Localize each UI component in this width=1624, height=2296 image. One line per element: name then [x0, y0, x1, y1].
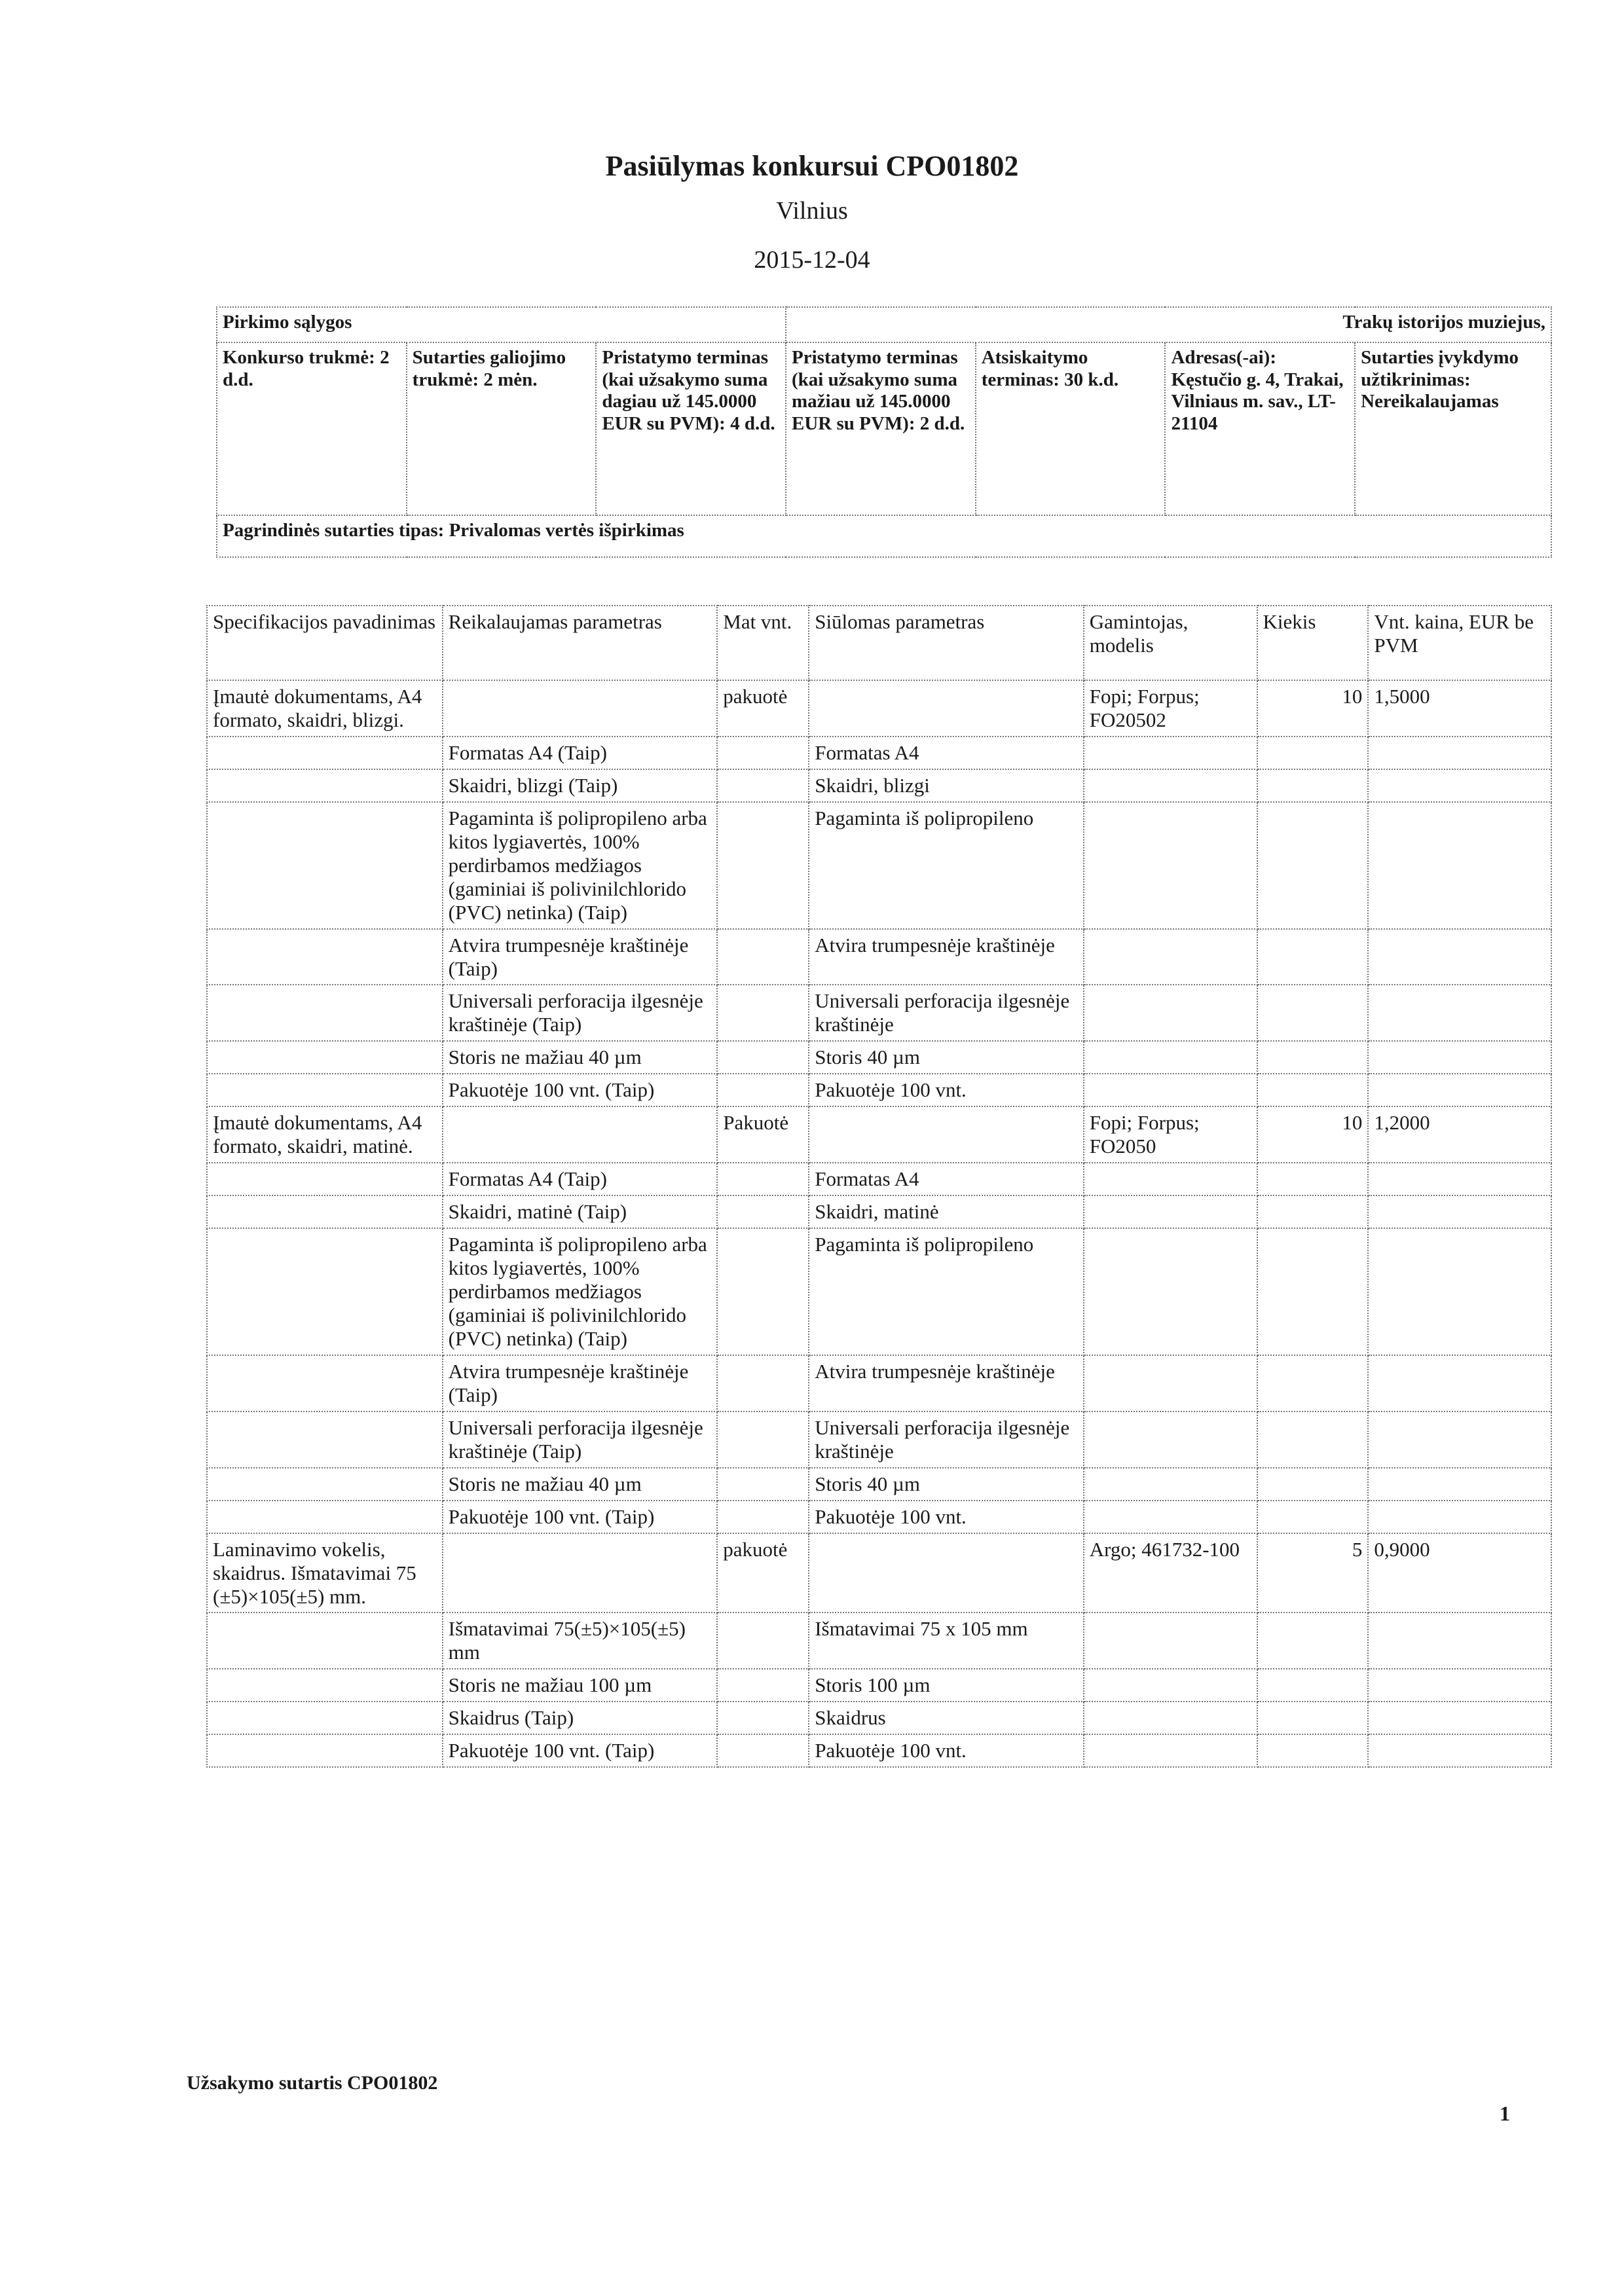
- manufacturer-cell: [1084, 1228, 1257, 1355]
- manufacturer-cell: Fopi; Forpus; FO2050: [1084, 1106, 1257, 1163]
- manufacturer-cell: [1084, 737, 1257, 769]
- required-param-cell: Pakuotėje 100 vnt. (Taip): [443, 1074, 718, 1106]
- table-row: [207, 1355, 1551, 1412]
- required-param-cell: Storis ne mažiau 40 µm: [443, 1468, 718, 1501]
- unit-price-cell: [1368, 1412, 1551, 1468]
- contract-type: Pagrindinės sutarties tipas: Privalomas vertės išpirkimas: [217, 515, 1551, 557]
- manufacturer-cell: [1084, 1734, 1257, 1767]
- quantity-cell: [1257, 929, 1369, 985]
- unit-price-cell: [1368, 1355, 1551, 1412]
- condition-cell: Sutarties galiojimo trukmė: 2 mėn.: [407, 342, 597, 515]
- spec-name-cell: [207, 1163, 443, 1195]
- table-row: [207, 802, 1551, 929]
- manufacturer-cell: [1084, 802, 1257, 929]
- unit-price-cell: [1368, 1074, 1551, 1106]
- unit-cell: pakuotė: [717, 1533, 809, 1613]
- quantity-cell: [1257, 737, 1369, 769]
- condition-cell: Pristatymo terminas (kai užsakymo suma dagiau už 145.0000 EUR su PVM): 4 d.d.: [596, 342, 786, 515]
- spec-name-cell: [207, 985, 443, 1041]
- offered-param-cell: Formatas A4: [809, 737, 1084, 769]
- required-param-cell: Atvira trumpesnėje kraštinėje (Taip): [443, 929, 718, 985]
- column-header: Mat vnt.: [717, 606, 809, 680]
- quantity-cell: [1257, 1412, 1369, 1468]
- manufacturer-cell: [1084, 1041, 1257, 1074]
- required-param-cell: Atvira trumpesnėje kraštinėje (Taip): [443, 1355, 718, 1412]
- spec-name-cell: Laminavimo vokelis, skaidrus. Išmatavimai 75 (±5)×105(±5) mm.: [207, 1533, 443, 1613]
- offered-param-cell: Atvira trumpesnėje kraštinėje: [809, 929, 1084, 985]
- table-row: [207, 1163, 1551, 1195]
- unit-price-cell: [1368, 802, 1551, 929]
- spec-name-cell: [207, 1501, 443, 1533]
- quantity-cell: [1257, 985, 1369, 1041]
- table-row: [207, 1533, 1551, 1613]
- condition-cell: Atsiskaitymo terminas: 30 k.d.: [976, 342, 1166, 515]
- manufacturer-cell: [1084, 985, 1257, 1041]
- table-row: [207, 1669, 1551, 1702]
- quantity-cell: [1257, 802, 1369, 929]
- unit-cell: Pakuotė: [717, 1106, 809, 1163]
- quantity-cell: [1257, 1468, 1369, 1501]
- offered-param-cell: [809, 1533, 1084, 1613]
- unit-price-cell: [1368, 1228, 1551, 1355]
- unit-cell: [717, 1355, 809, 1412]
- unit-price-cell: [1368, 1195, 1551, 1228]
- manufacturer-cell: [1084, 1501, 1257, 1533]
- spec-name-cell: [207, 802, 443, 929]
- unit-price-cell: 0,9000: [1368, 1533, 1551, 1613]
- unit-price-cell: 1,5000: [1368, 680, 1551, 737]
- manufacturer-cell: [1084, 1074, 1257, 1106]
- table-row: [207, 1702, 1551, 1734]
- unit-price-cell: 1,2000: [1368, 1106, 1551, 1163]
- manufacturer-cell: [1084, 929, 1257, 985]
- unit-cell: [717, 1468, 809, 1501]
- required-param-cell: [443, 1106, 718, 1163]
- quantity-cell: [1257, 1041, 1369, 1074]
- condition-cell: Sutarties įvykdymo užtikrinimas: Nereikalaujamas: [1355, 342, 1551, 515]
- quantity-cell: [1257, 1074, 1369, 1106]
- unit-cell: [717, 1163, 809, 1195]
- spec-name-cell: [207, 1074, 443, 1106]
- unit-price-cell: [1368, 737, 1551, 769]
- table-row: [207, 929, 1551, 985]
- spec-name-cell: [207, 1613, 443, 1669]
- unit-price-cell: [1368, 1163, 1551, 1195]
- spec-name-cell: [207, 1669, 443, 1702]
- conditions-section-label: Pirkimo sąlygos: [217, 307, 786, 342]
- unit-cell: [717, 1734, 809, 1767]
- offered-param-cell: Storis 40 µm: [809, 1468, 1084, 1501]
- unit-price-cell: [1368, 769, 1551, 802]
- quantity-cell: [1257, 1195, 1369, 1228]
- quantity-cell: [1257, 1501, 1369, 1533]
- spec-name-cell: [207, 1041, 443, 1074]
- required-param-cell: Pakuotėje 100 vnt. (Taip): [443, 1501, 718, 1533]
- spec-name-cell: Įmautė dokumentams, A4 formato, skaidri, matinė.: [207, 1106, 443, 1163]
- unit-price-cell: [1368, 1468, 1551, 1501]
- offered-param-cell: Formatas A4: [809, 1163, 1084, 1195]
- column-header: Gamintojas, modelis: [1084, 606, 1257, 680]
- manufacturer-cell: Argo; 461732-100: [1084, 1533, 1257, 1613]
- table-header-row: [207, 606, 1551, 680]
- table-row: [207, 1228, 1551, 1355]
- spec-name-cell: Įmautė dokumentams, A4 formato, skaidri, blizgi.: [207, 680, 443, 737]
- manufacturer-cell: [1084, 1468, 1257, 1501]
- column-header: Vnt. kaina, EUR be PVM: [1368, 606, 1551, 680]
- unit-price-cell: [1368, 1501, 1551, 1533]
- quantity-cell: 10: [1257, 1106, 1369, 1163]
- condition-cell: Pristatymo terminas (kai užsakymo suma mažiau už 145.0000 EUR su PVM): 2 d.d.: [786, 342, 976, 515]
- unit-cell: [717, 929, 809, 985]
- required-param-cell: Universali perforacija ilgesnėje kraštinėje (Taip): [443, 985, 718, 1041]
- unit-price-cell: [1368, 1702, 1551, 1734]
- page-city: Vilnius: [776, 197, 848, 225]
- unit-price-cell: [1368, 1669, 1551, 1702]
- column-header: Siūlomas parametras: [809, 606, 1084, 680]
- quantity-cell: 5: [1257, 1533, 1369, 1613]
- required-param-cell: Storis ne mažiau 40 µm: [443, 1041, 718, 1074]
- spec-name-cell: [207, 1468, 443, 1501]
- spec-name-cell: [207, 1734, 443, 1767]
- table-row: [207, 737, 1551, 769]
- required-param-cell: Pagaminta iš polipropileno arba kitos lygiavertės, 100% perdirbamos medžiagos (gaminiai iš polivinilchlorido (PVC) netinka) (Taip): [443, 802, 718, 929]
- required-param-cell: [443, 680, 718, 737]
- quantity-cell: [1257, 1228, 1369, 1355]
- manufacturer-cell: [1084, 1355, 1257, 1412]
- unit-price-cell: [1368, 985, 1551, 1041]
- spec-name-cell: [207, 1412, 443, 1468]
- required-param-cell: Storis ne mažiau 100 µm: [443, 1669, 718, 1702]
- table-row: [207, 1074, 1551, 1106]
- manufacturer-cell: [1084, 1702, 1257, 1734]
- offered-param-cell: Atvira trumpesnėje kraštinėje: [809, 1355, 1084, 1412]
- required-param-cell: Pagaminta iš polipropileno arba kitos lygiavertės, 100% perdirbamos medžiagos (gaminiai iš polivinilchlorido (PVC) netinka) (Taip): [443, 1228, 718, 1355]
- condition-cell: Konkurso trukmė: 2 d.d.: [217, 342, 407, 515]
- offered-param-cell: Pakuotėje 100 vnt.: [809, 1734, 1084, 1767]
- page-number: 1: [1500, 2102, 1510, 2125]
- table-row: [207, 680, 1551, 737]
- offered-param-cell: Išmatavimai 75 x 105 mm: [809, 1613, 1084, 1669]
- offered-param-cell: Skaidri, matinė: [809, 1195, 1084, 1228]
- specification-table: [206, 605, 1552, 1768]
- unit-price-cell: [1368, 1041, 1551, 1074]
- required-param-cell: Pakuotėje 100 vnt. (Taip): [443, 1734, 718, 1767]
- quantity-cell: [1257, 1702, 1369, 1734]
- manufacturer-cell: Fopi; Forpus; FO20502: [1084, 680, 1257, 737]
- required-param-cell: Formatas A4 (Taip): [443, 1163, 718, 1195]
- table-row: [207, 769, 1551, 802]
- table-row: [207, 1613, 1551, 1669]
- manufacturer-cell: [1084, 1669, 1257, 1702]
- offered-param-cell: Universali perforacija ilgesnėje kraštinėje: [809, 985, 1084, 1041]
- offered-param-cell: Storis 100 µm: [809, 1669, 1084, 1702]
- unit-price-cell: [1368, 1734, 1551, 1767]
- conditions-buyer: Trakų istorijos muziejus,: [786, 307, 1551, 342]
- required-param-cell: [443, 1533, 718, 1613]
- quantity-cell: [1257, 1355, 1369, 1412]
- unit-cell: [717, 1613, 809, 1669]
- condition-cell: Adresas(-ai): Kęstučio g. 4, Trakai, Vilniaus m. sav., LT-21104: [1165, 342, 1355, 515]
- unit-cell: [717, 1074, 809, 1106]
- spec-name-cell: [207, 929, 443, 985]
- required-param-cell: Skaidri, blizgi (Taip): [443, 769, 718, 802]
- quantity-cell: [1257, 1734, 1369, 1767]
- unit-cell: [717, 802, 809, 929]
- required-param-cell: Skaidrus (Taip): [443, 1702, 718, 1734]
- spec-name-cell: [207, 1228, 443, 1355]
- quantity-cell: [1257, 1613, 1369, 1669]
- unit-price-cell: [1368, 1613, 1551, 1669]
- table-row: [207, 1412, 1551, 1468]
- offered-param-cell: Skaidri, blizgi: [809, 769, 1084, 802]
- unit-cell: [717, 737, 809, 769]
- unit-cell: [717, 985, 809, 1041]
- offered-param-cell: Pakuotėje 100 vnt.: [809, 1074, 1084, 1106]
- unit-cell: [717, 1195, 809, 1228]
- required-param-cell: Skaidri, matinė (Taip): [443, 1195, 718, 1228]
- spec-name-cell: [207, 737, 443, 769]
- column-header: Reikalaujamas parametras: [443, 606, 718, 680]
- table-row: [207, 1041, 1551, 1074]
- offered-param-cell: Pagaminta iš polipropileno: [809, 802, 1084, 929]
- offered-param-cell: Skaidrus: [809, 1702, 1084, 1734]
- required-param-cell: Išmatavimai 75(±5)×105(±5) mm: [443, 1613, 718, 1669]
- offered-param-cell: [809, 1106, 1084, 1163]
- page-title: Pasiūlymas konkursui CPO01802: [605, 150, 1019, 182]
- offered-param-cell: Universali perforacija ilgesnėje kraštinėje: [809, 1412, 1084, 1468]
- unit-cell: [717, 1041, 809, 1074]
- manufacturer-cell: [1084, 1412, 1257, 1468]
- offered-param-cell: Pagaminta iš polipropileno: [809, 1228, 1084, 1355]
- unit-cell: [717, 1669, 809, 1702]
- manufacturer-cell: [1084, 1163, 1257, 1195]
- table-row: [207, 1734, 1551, 1767]
- unit-cell: [717, 1501, 809, 1533]
- offered-param-cell: Pakuotėje 100 vnt.: [809, 1501, 1084, 1533]
- unit-price-cell: [1368, 929, 1551, 985]
- required-param-cell: Formatas A4 (Taip): [443, 737, 718, 769]
- table-row: [207, 1501, 1551, 1533]
- spec-name-cell: [207, 1702, 443, 1734]
- footer-contract: Užsakymo sutartis CPO01802: [187, 2072, 438, 2094]
- page-date: 2015-12-04: [754, 246, 870, 274]
- required-param-cell: Universali perforacija ilgesnėje kraštinėje (Taip): [443, 1412, 718, 1468]
- quantity-cell: [1257, 1163, 1369, 1195]
- unit-cell: pakuotė: [717, 680, 809, 737]
- offered-param-cell: [809, 680, 1084, 737]
- conditions-table: [216, 306, 1552, 558]
- unit-cell: [717, 1702, 809, 1734]
- column-header: Specifikacijos pavadinimas: [207, 606, 443, 680]
- table-row: [207, 1195, 1551, 1228]
- manufacturer-cell: [1084, 1195, 1257, 1228]
- manufacturer-cell: [1084, 1613, 1257, 1669]
- unit-cell: [717, 769, 809, 802]
- quantity-cell: [1257, 1669, 1369, 1702]
- quantity-cell: [1257, 769, 1369, 802]
- unit-cell: [717, 1412, 809, 1468]
- table-row: [207, 1468, 1551, 1501]
- column-header: Kiekis: [1257, 606, 1369, 680]
- spec-name-cell: [207, 1355, 443, 1412]
- manufacturer-cell: [1084, 769, 1257, 802]
- offered-param-cell: Storis 40 µm: [809, 1041, 1084, 1074]
- table-row: [207, 1106, 1551, 1163]
- unit-cell: [717, 1228, 809, 1355]
- table-row: [207, 985, 1551, 1041]
- spec-name-cell: [207, 1195, 443, 1228]
- spec-name-cell: [207, 769, 443, 802]
- quantity-cell: 10: [1257, 680, 1369, 737]
